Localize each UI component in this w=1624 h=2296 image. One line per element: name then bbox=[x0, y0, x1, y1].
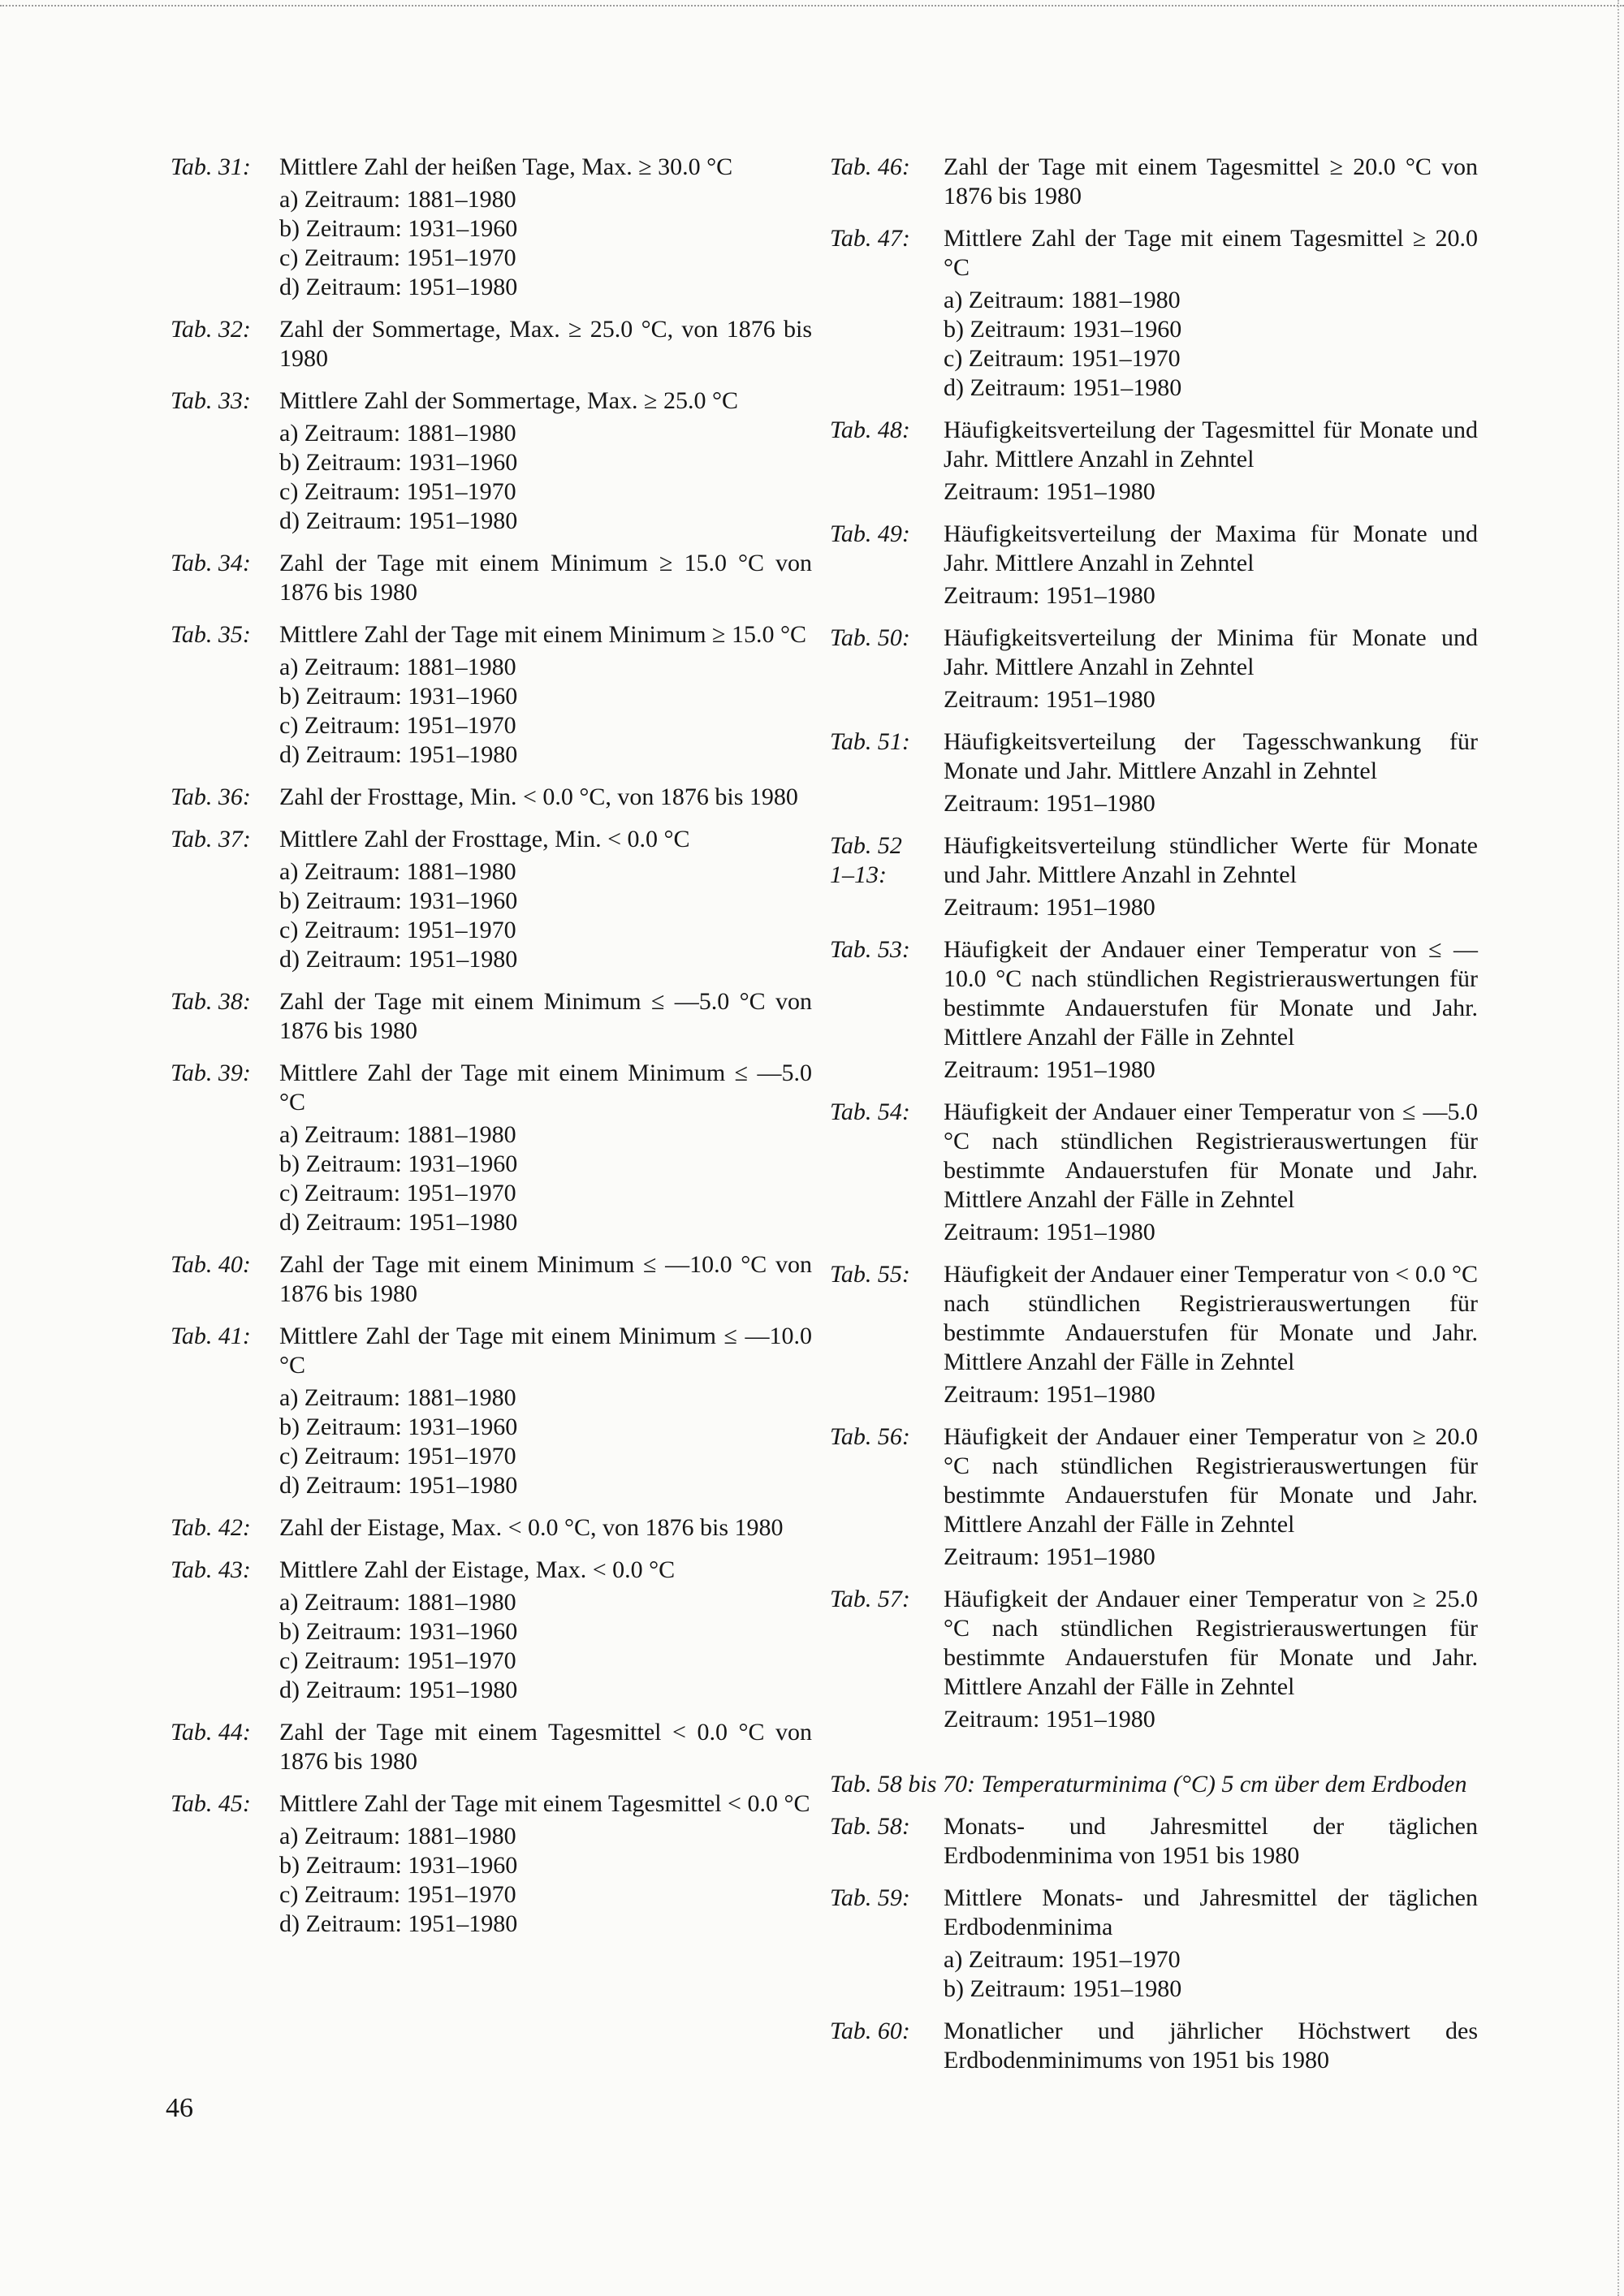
table-number-label: Tab. 44: bbox=[171, 1719, 251, 1746]
table-entry bbox=[830, 2017, 1478, 2075]
period-item: a) Zeitraum: 1881–1980 bbox=[279, 420, 516, 447]
period-item: c) Zeitraum: 1951–1970 bbox=[279, 1647, 516, 1674]
table-number-label: Tab. 60: bbox=[830, 2018, 910, 2044]
table-number-label: Tab. 35: bbox=[171, 621, 251, 648]
period-item: d) Zeitraum: 1951–1980 bbox=[279, 741, 518, 768]
right-column bbox=[830, 153, 1478, 2088]
table-title: Monatlicher und jährlicher Höchstwert des Erdbodenminimums von 1951 bis 1980 bbox=[944, 2018, 1478, 2074]
period-list bbox=[279, 1585, 812, 1705]
group-heading: Tab. 58 bis 70: Temperaturminima (°C) 5 cm über dem Erdboden bbox=[830, 1771, 1467, 1798]
table-entry bbox=[171, 620, 812, 770]
table-title: Häufigkeitsverteilung der Minima für Monate und Jahr. Mittlere Anzahl in Zehntel bbox=[944, 624, 1478, 680]
table-title: Mittlere Zahl der Tage mit einem Minimum ≥ 15.0 °C bbox=[279, 621, 807, 648]
table-entry-body bbox=[279, 1556, 812, 1705]
table-number-label: Tab. 53: bbox=[830, 936, 910, 963]
table-entry bbox=[171, 1250, 812, 1309]
table-entry-body bbox=[944, 416, 1478, 507]
table-entry-body bbox=[944, 153, 1478, 211]
period-item: b) Zeitraum: 1951–1980 bbox=[944, 1975, 1182, 2002]
period-item: d) Zeitraum: 1951–1980 bbox=[279, 1209, 518, 1236]
table-entry bbox=[171, 153, 812, 302]
period-item: d) Zeitraum: 1951–1980 bbox=[279, 946, 518, 973]
period-item: Zeitraum: 1951–1980 bbox=[944, 582, 1155, 609]
table-title: Zahl der Tage mit einem Minimum ≤ —5.0 °C von 1876 bis 1980 bbox=[279, 988, 812, 1044]
table-entry bbox=[171, 1718, 812, 1776]
table-title: Häufigkeitsverteilung der Maxima für Monate und Jahr. Mittlere Anzahl in Zehntel bbox=[944, 520, 1478, 576]
table-title: Zahl der Eistage, Max. < 0.0 °C, von 1876 bis 1980 bbox=[279, 1514, 784, 1541]
table-title: Mittlere Zahl der Tage mit einem Minimum ≤ —10.0 °C bbox=[279, 1323, 812, 1379]
table-entry-body bbox=[944, 224, 1478, 403]
period-list bbox=[944, 786, 1478, 818]
table-entry bbox=[830, 1812, 1478, 1871]
table-title: Monats- und Jahresmittel der täglichen Erdbodenminima von 1951 bis 1980 bbox=[944, 1813, 1478, 1869]
period-item: b) Zeitraum: 1931–1960 bbox=[944, 316, 1182, 343]
table-entry-body bbox=[944, 1260, 1478, 1409]
table-number-label: Tab. 54: bbox=[830, 1098, 910, 1125]
table-entry bbox=[830, 1422, 1478, 1572]
period-list bbox=[944, 283, 1478, 403]
period-item: c) Zeitraum: 1951–1970 bbox=[279, 478, 516, 505]
table-title: Häufigkeitsverteilung der Tagesschwankung für Monate und Jahr. Mittlere Anzahl in Zehntel bbox=[944, 728, 1478, 784]
table-title: Häufigkeitsverteilung stündlicher Werte für Monate und Jahr. Mittlere Anzahl in Zehntel bbox=[944, 832, 1478, 888]
period-item: d) Zeitraum: 1951–1980 bbox=[279, 1472, 518, 1499]
table-title: Mittlere Zahl der Sommertage, Max. ≥ 25.0 °C bbox=[279, 387, 739, 414]
table-number-label: Tab. 42: bbox=[171, 1514, 251, 1541]
table-number-label: Tab. 33: bbox=[171, 387, 251, 414]
table-title: Mittlere Zahl der Frosttage, Min. < 0.0 °C bbox=[279, 826, 690, 852]
period-item: a) Zeitraum: 1881–1980 bbox=[279, 654, 516, 680]
table-entry-body bbox=[279, 1059, 812, 1237]
table-title: Häufigkeitsverteilung der Tagesmittel für Monate und Jahr. Mittlere Anzahl in Zehntel bbox=[944, 416, 1478, 473]
period-item: Zeitraum: 1951–1980 bbox=[944, 1056, 1155, 1083]
table-entry-body bbox=[279, 1718, 812, 1776]
period-item: a) Zeitraum: 1881–1980 bbox=[944, 287, 1181, 313]
period-list bbox=[279, 854, 812, 974]
period-list bbox=[944, 1215, 1478, 1247]
period-list bbox=[944, 890, 1478, 922]
table-entry-body bbox=[944, 624, 1478, 714]
period-item: d) Zeitraum: 1951–1980 bbox=[279, 1677, 518, 1703]
period-item: Zeitraum: 1951–1980 bbox=[944, 478, 1155, 505]
table-entry-body bbox=[944, 1422, 1478, 1572]
period-list bbox=[279, 1819, 812, 1939]
period-item: c) Zeitraum: 1951–1970 bbox=[279, 712, 516, 739]
period-item: Zeitraum: 1951–1980 bbox=[944, 894, 1155, 921]
table-number-label: Tab. 56: bbox=[830, 1423, 910, 1450]
period-item: c) Zeitraum: 1951–1970 bbox=[279, 1881, 516, 1908]
table-entry bbox=[830, 1884, 1478, 2004]
left-column bbox=[171, 153, 812, 1952]
table-number-label: Tab. 39: bbox=[171, 1060, 251, 1086]
table-entry bbox=[830, 153, 1478, 211]
table-entry-body bbox=[279, 1250, 812, 1309]
table-title: Zahl der Frosttage, Min. < 0.0 °C, von 1876 bis 1980 bbox=[279, 783, 798, 810]
table-number-label: Tab. 50: bbox=[830, 624, 910, 651]
period-item: a) Zeitraum: 1881–1980 bbox=[279, 1384, 516, 1411]
table-entry bbox=[830, 416, 1478, 507]
table-entry bbox=[171, 1322, 812, 1500]
table-entry bbox=[171, 386, 812, 536]
table-entry-body bbox=[279, 549, 812, 607]
table-entry bbox=[830, 624, 1478, 714]
period-item: c) Zeitraum: 1951–1970 bbox=[279, 1443, 516, 1470]
period-item: a) Zeitraum: 1881–1980 bbox=[279, 186, 516, 213]
period-list bbox=[279, 1117, 812, 1237]
table-entry bbox=[171, 825, 812, 974]
table-entry-body bbox=[279, 1513, 812, 1543]
table-entry-body bbox=[279, 1322, 812, 1500]
period-item: b) Zeitraum: 1931–1960 bbox=[279, 683, 518, 710]
table-entry bbox=[171, 783, 812, 812]
table-title: Zahl der Tage mit einem Tagesmittel < 0.0 °C von 1876 bis 1980 bbox=[279, 1719, 812, 1775]
table-title: Mittlere Zahl der Tage mit einem Tagesmittel < 0.0 °C bbox=[279, 1790, 810, 1817]
table-number-label: Tab. 45: bbox=[171, 1790, 251, 1817]
period-list bbox=[944, 682, 1478, 714]
table-entry-body bbox=[279, 783, 812, 812]
table-entry bbox=[830, 1585, 1478, 1734]
table-entry bbox=[171, 549, 812, 607]
period-item: c) Zeitraum: 1951–1970 bbox=[279, 917, 516, 943]
period-list bbox=[944, 474, 1478, 507]
period-item: d) Zeitraum: 1951–1980 bbox=[279, 1910, 518, 1937]
table-entry bbox=[830, 1260, 1478, 1409]
period-list bbox=[944, 1702, 1478, 1734]
table-number-label: Tab. 34: bbox=[171, 550, 251, 576]
table-entry bbox=[171, 1513, 812, 1543]
table-title: Mittlere Zahl der Tage mit einem Tagesmittel ≥ 20.0 °C bbox=[944, 225, 1478, 281]
period-list bbox=[944, 578, 1478, 611]
table-entry-body bbox=[279, 153, 812, 302]
table-number-label: Tab. 31: bbox=[171, 153, 251, 180]
table-title: Häufigkeit der Andauer einer Temperatur von ≤ —10.0 °C nach stündlichen Registrierauswertungen für bestimmte Andauerstufen für Monate und Jahr. Mittlere Anzahl der Fälle in Zehntel bbox=[944, 936, 1478, 1051]
table-title: Mittlere Monats- und Jahresmittel der täglichen Erdbodenminima bbox=[944, 1884, 1478, 1940]
scan-edge-rule-top bbox=[0, 5, 1624, 6]
period-item: b) Zeitraum: 1931–1960 bbox=[279, 1413, 518, 1440]
table-entry-body bbox=[944, 1884, 1478, 2004]
table-title: Zahl der Sommertage, Max. ≥ 25.0 °C, von 1876 bis 1980 bbox=[279, 316, 812, 372]
table-entry-body bbox=[944, 831, 1478, 922]
period-item: Zeitraum: 1951–1980 bbox=[944, 1543, 1155, 1570]
period-item: b) Zeitraum: 1931–1960 bbox=[279, 1150, 518, 1177]
table-number-label: Tab. 32: bbox=[171, 316, 251, 343]
table-number-label: Tab. 51: bbox=[830, 728, 910, 755]
table-entry bbox=[171, 1059, 812, 1237]
table-number-label: Tab. 36: bbox=[171, 783, 251, 810]
period-item: b) Zeitraum: 1931–1960 bbox=[279, 1852, 518, 1879]
table-entry bbox=[830, 224, 1478, 403]
table-entry bbox=[830, 935, 1478, 1085]
period-item: a) Zeitraum: 1881–1980 bbox=[279, 1121, 516, 1148]
table-entry bbox=[830, 520, 1478, 611]
period-item: c) Zeitraum: 1951–1970 bbox=[944, 345, 1181, 372]
period-list bbox=[944, 1539, 1478, 1572]
table-number-label: Tab. 52 1–13: bbox=[830, 832, 902, 888]
table-entry-body bbox=[944, 935, 1478, 1085]
table-entry bbox=[171, 1556, 812, 1705]
table-number-label: Tab. 37: bbox=[171, 826, 251, 852]
table-title: Mittlere Zahl der Eistage, Max. < 0.0 °C bbox=[279, 1556, 676, 1583]
right-column-entries-after-heading bbox=[830, 1812, 1478, 2075]
table-entry-body bbox=[279, 987, 812, 1046]
table-entry-body bbox=[279, 620, 812, 770]
period-item: a) Zeitraum: 1881–1980 bbox=[279, 1589, 516, 1616]
period-item: b) Zeitraum: 1931–1960 bbox=[279, 449, 518, 476]
period-item: a) Zeitraum: 1951–1970 bbox=[944, 1946, 1181, 1973]
table-entry-body bbox=[944, 1812, 1478, 1871]
table-number-label: Tab. 47: bbox=[830, 225, 910, 252]
table-entry-body bbox=[279, 386, 812, 536]
table-title: Häufigkeit der Andauer einer Temperatur von < 0.0 °C nach stündlichen Registrierauswertungen für bestimmte Andauerstufen für Monate und Jahr. Mittlere Anzahl der Fälle in Zehntel bbox=[944, 1261, 1478, 1375]
right-column-entries bbox=[830, 153, 1478, 1734]
table-title: Mittlere Zahl der Tage mit einem Minimum ≤ —5.0 °C bbox=[279, 1060, 812, 1116]
period-item: d) Zeitraum: 1951–1980 bbox=[279, 274, 518, 300]
table-entry bbox=[171, 1789, 812, 1939]
period-list bbox=[944, 1942, 1478, 2004]
period-item: b) Zeitraum: 1931–1960 bbox=[279, 1618, 518, 1645]
table-number-label: Tab. 58: bbox=[830, 1813, 910, 1840]
table-number-label: Tab. 55: bbox=[830, 1261, 910, 1288]
period-item: Zeitraum: 1951–1980 bbox=[944, 686, 1155, 713]
table-entry-body bbox=[279, 1789, 812, 1939]
table-entry bbox=[830, 1098, 1478, 1247]
table-number-label: Tab. 41: bbox=[171, 1323, 251, 1349]
period-item: a) Zeitraum: 1881–1980 bbox=[279, 858, 516, 885]
page-number: 46 bbox=[166, 2093, 193, 2123]
table-entry-body bbox=[944, 1098, 1478, 1247]
period-list bbox=[279, 1380, 812, 1500]
table-entry-body bbox=[944, 2017, 1478, 2075]
period-item: c) Zeitraum: 1951–1970 bbox=[279, 1180, 516, 1206]
table-title: Häufigkeit der Andauer einer Temperatur von ≥ 20.0 °C nach stündlichen Registrierauswertungen für bestimmte Andauerstufen für Monate und Jahr. Mittlere Anzahl der Fälle in Zehntel bbox=[944, 1423, 1478, 1538]
period-item: b) Zeitraum: 1931–1960 bbox=[279, 887, 518, 914]
table-title: Häufigkeit der Andauer einer Temperatur von ≥ 25.0 °C nach stündlichen Registrierauswertungen für bestimmte Andauerstufen für Monate und Jahr. Mittlere Anzahl der Fälle in Zehntel bbox=[944, 1586, 1478, 1700]
table-title: Mittlere Zahl der heißen Tage, Max. ≥ 30.0 °C bbox=[279, 153, 733, 180]
period-list bbox=[279, 182, 812, 302]
period-item: Zeitraum: 1951–1980 bbox=[944, 790, 1155, 817]
period-item: a) Zeitraum: 1881–1980 bbox=[279, 1823, 516, 1849]
table-entry bbox=[830, 831, 1478, 922]
table-title: Häufigkeit der Andauer einer Temperatur von ≤ —5.0 °C nach stündlichen Registrierauswertungen für bestimmte Andauerstufen für Monate und Jahr. Mittlere Anzahl der Fälle in Zehntel bbox=[944, 1098, 1478, 1213]
table-entry bbox=[171, 987, 812, 1046]
period-item: b) Zeitraum: 1931–1960 bbox=[279, 215, 518, 242]
period-list bbox=[279, 416, 812, 536]
table-title: Zahl der Tage mit einem Minimum ≤ —10.0 °C von 1876 bis 1980 bbox=[279, 1251, 812, 1307]
period-item: d) Zeitraum: 1951–1980 bbox=[279, 507, 518, 534]
table-entry-body bbox=[944, 727, 1478, 818]
period-list bbox=[944, 1377, 1478, 1409]
table-title: Zahl der Tage mit einem Minimum ≥ 15.0 °C von 1876 bis 1980 bbox=[279, 550, 812, 606]
table-title: Zahl der Tage mit einem Tagesmittel ≥ 20.0 °C von 1876 bis 1980 bbox=[944, 153, 1478, 209]
period-item: Zeitraum: 1951–1980 bbox=[944, 1706, 1155, 1733]
table-number-label: Tab. 43: bbox=[171, 1556, 251, 1583]
scan-edge-rule-right bbox=[1618, 0, 1619, 2296]
period-item: Zeitraum: 1951–1980 bbox=[944, 1219, 1155, 1245]
table-entry-body bbox=[944, 520, 1478, 611]
table-number-label: Tab. 59: bbox=[830, 1884, 910, 1911]
table-number-label: Tab. 46: bbox=[830, 153, 910, 180]
table-number-label: Tab. 48: bbox=[830, 416, 910, 443]
table-entry bbox=[830, 727, 1478, 818]
table-number-label: Tab. 49: bbox=[830, 520, 910, 547]
table-number-label: Tab. 57: bbox=[830, 1586, 910, 1612]
period-item: d) Zeitraum: 1951–1980 bbox=[944, 374, 1182, 401]
period-item: Zeitraum: 1951–1980 bbox=[944, 1381, 1155, 1408]
table-number-label: Tab. 40: bbox=[171, 1251, 251, 1278]
period-list bbox=[944, 1052, 1478, 1085]
period-list bbox=[279, 650, 812, 770]
table-entry bbox=[171, 315, 812, 373]
table-entry-body bbox=[279, 825, 812, 974]
table-number-label: Tab. 38: bbox=[171, 988, 251, 1015]
table-entry-body bbox=[279, 315, 812, 373]
table-entry-body bbox=[944, 1585, 1478, 1734]
period-item: c) Zeitraum: 1951–1970 bbox=[279, 244, 516, 271]
